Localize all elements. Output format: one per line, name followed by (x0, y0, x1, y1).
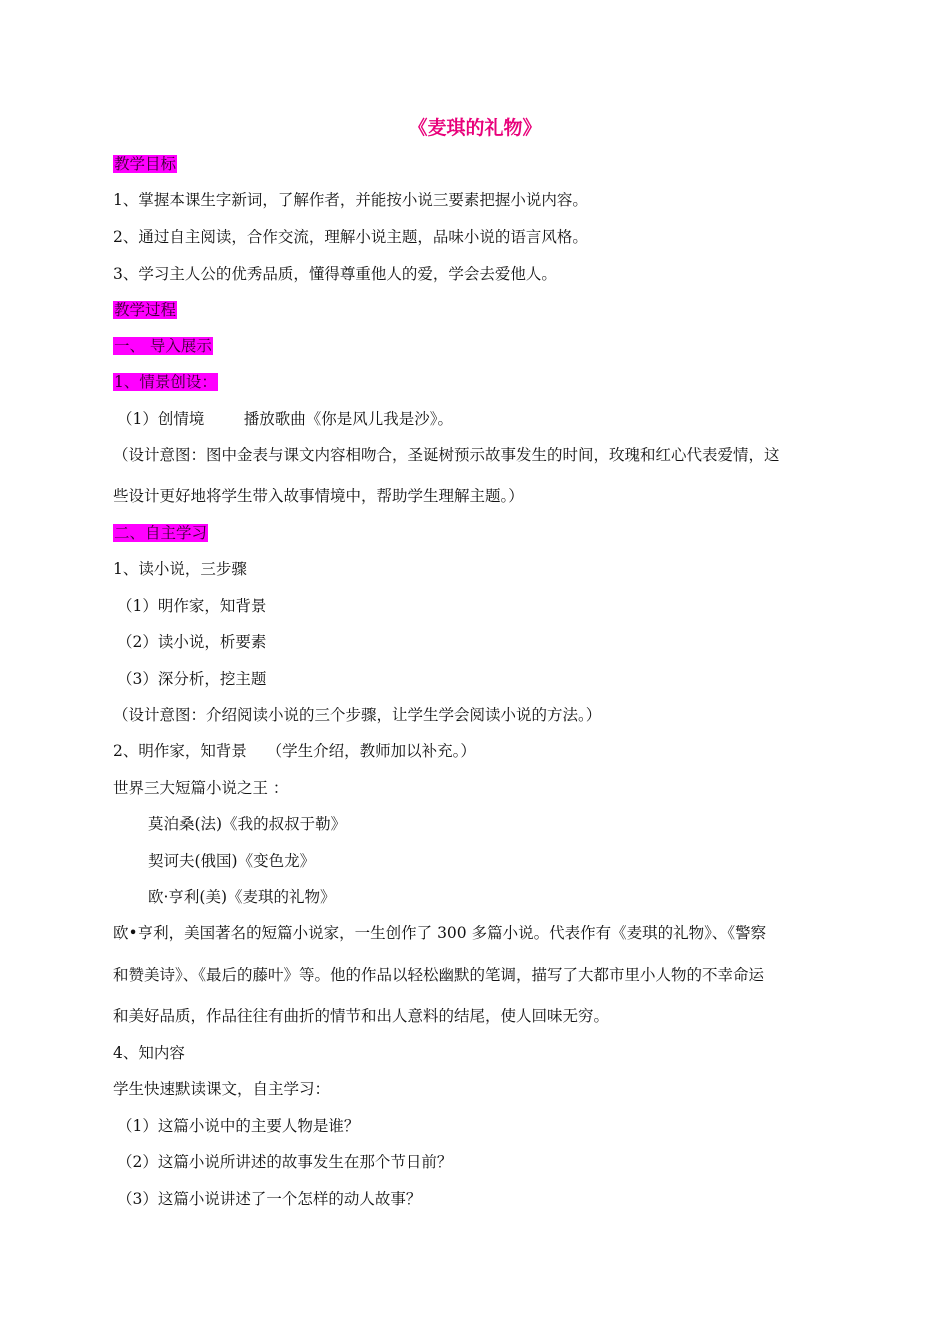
three-kings-heading: 世界三大短篇小说之王 ： (113, 779, 289, 797)
section-heading-scene: 1、情景创设： (114, 373, 217, 391)
document-title: 《麦琪的礼物》 (408, 117, 542, 139)
goal-3: 3、学习主人公的优秀品质，懂得尊重他人的爱，学会去爱他人。 (113, 265, 557, 283)
goal-1: 1、掌握本课生字新词，了解作者，并能按小说三要素把握小说内容。 (113, 191, 588, 209)
read-steps: 1、读小说，三步骤 (113, 560, 247, 578)
step-1: （1）明作家，知背景 (117, 597, 267, 615)
section-heading-self-study: 二、自主学习 (114, 524, 208, 542)
scene-item: （1）创情境 播放歌曲《你是风儿我是沙》。 (117, 410, 454, 428)
ohenry-paragraph-line-1: 欧•亨利，美国著名的短篇小说家，一生创作了 300 多篇小说。代表作有《麦琪的礼物》、《警察 (113, 924, 767, 942)
question-2: （2）这篇小说所讲述的故事发生在那个节日前？ (117, 1153, 453, 1171)
question-1: （1）这篇小说中的主要人物是谁？ (117, 1117, 360, 1135)
design-intent-2: （设计意图：介绍阅读小说的三个步骤，让学生学会阅读小说的方法。） (113, 706, 602, 724)
step-2: （2）读小说，析要素 (117, 633, 267, 651)
ohenry-paragraph-line-3: 和美好品质，作品往往有曲折的情节和出人意料的结尾，使人回味无穷。 (113, 1007, 610, 1025)
section-heading-goals: 教学目标 (114, 155, 177, 173)
question-3: （3）这篇小说讲述了一个怎样的动人故事？ (117, 1190, 422, 1208)
step-3: （3）深分析，挖主题 (117, 670, 267, 688)
king-1: 莫泊桑(法)《我的叔叔于勒》 (148, 815, 347, 833)
section-heading-intro: 一、 导入展示 (114, 337, 212, 355)
quick-read: 学生快速默读课文，自主学习： (113, 1080, 331, 1098)
know-content: 4、知内容 (113, 1044, 185, 1062)
author-background: 2、明作家，知背景 （学生介绍，教师加以补充。） (113, 742, 476, 760)
king-3: 欧·亨利(美)《麦琪的礼物》 (148, 888, 336, 906)
section-heading-process: 教学过程 (114, 301, 177, 319)
design-intent-1-line-2: 些设计更好地将学生带入故事情境中，帮助学生理解主题。） (113, 487, 524, 505)
goal-2: 2、通过自主阅读，合作交流，理解小说主题，品味小说的语言风格。 (113, 228, 588, 246)
design-intent-1-line-1: （设计意图：图中金表与课文内容相吻合，圣诞树预示故事发生的时间，玫瑰和红心代表爱情，这 (113, 446, 780, 464)
king-2: 契诃夫(俄国)《变色龙》 (148, 852, 316, 870)
ohenry-paragraph-line-2: 和赞美诗》、《最后的藤叶》等。他的作品以轻松幽默的笔调，描写了大都市里小人物的不幸命运 (113, 966, 765, 984)
